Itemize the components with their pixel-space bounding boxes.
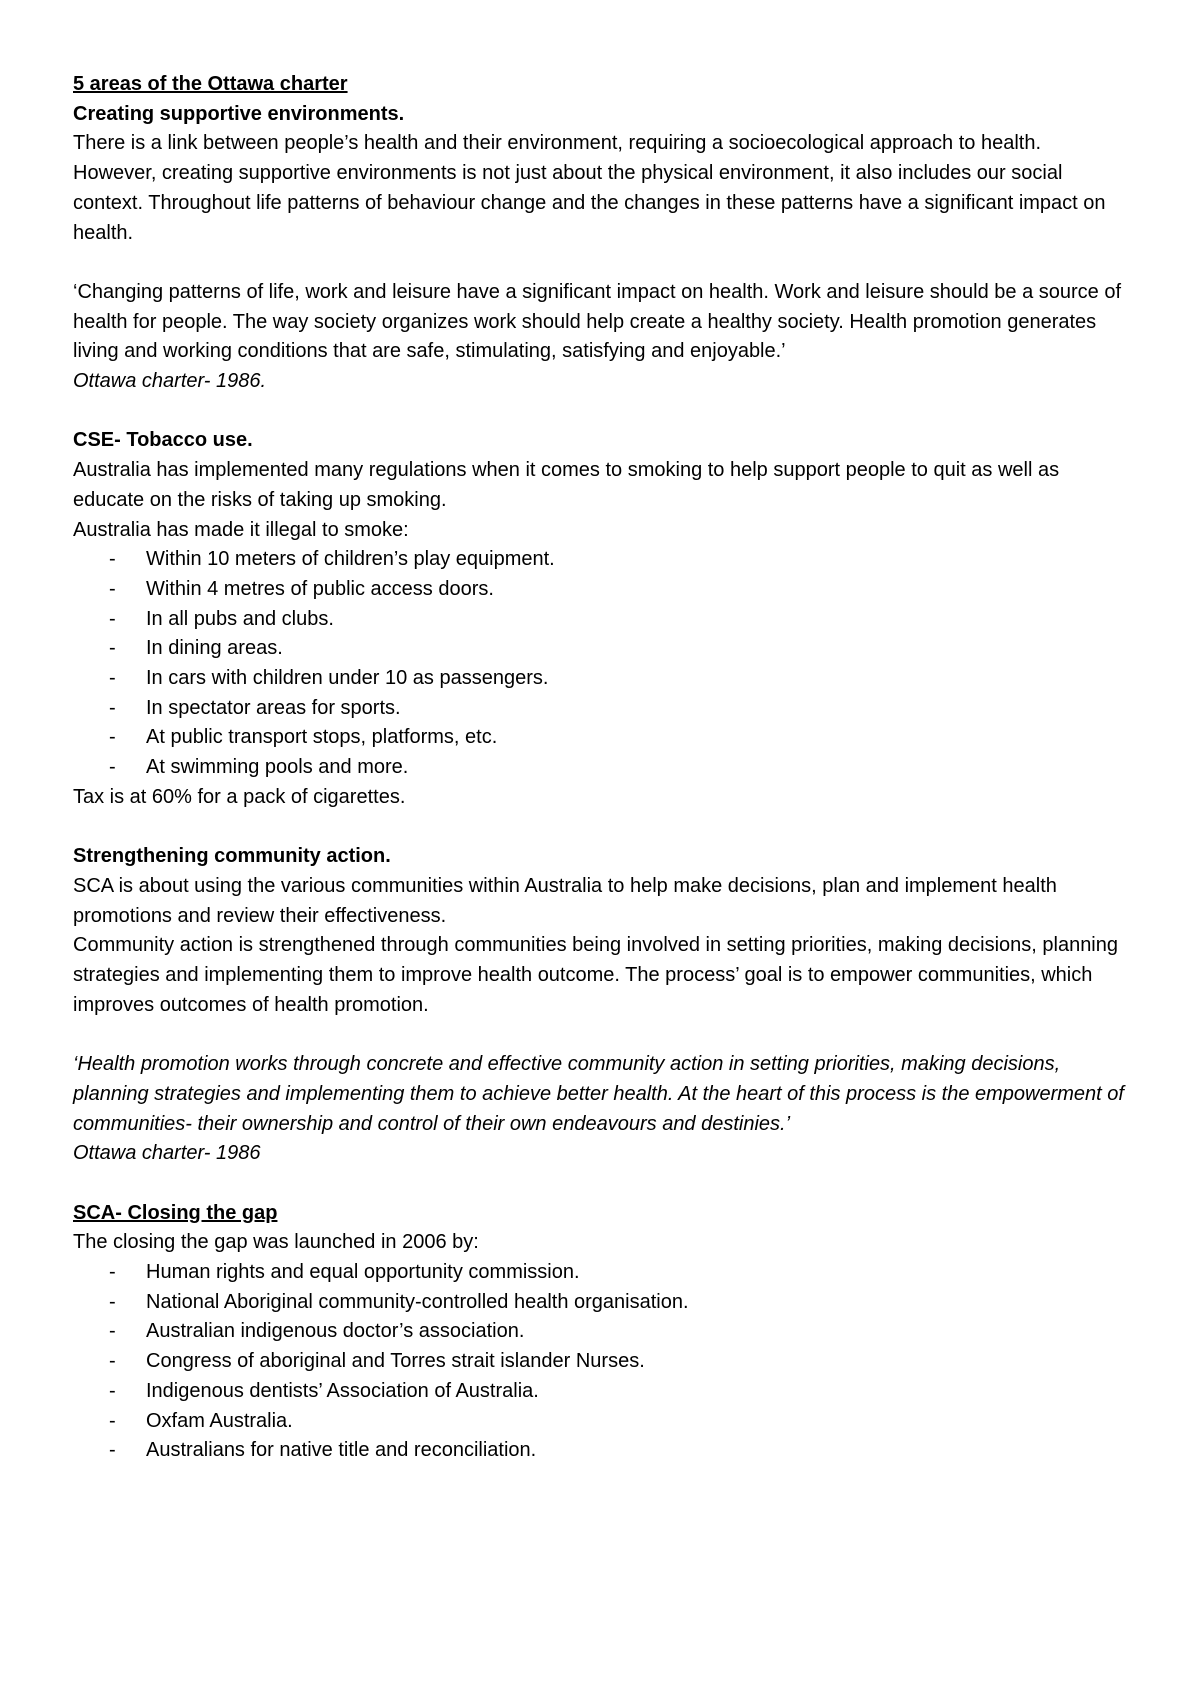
list-item — [73, 1347, 1133, 1377]
list-item-text: In all pubs and clubs. — [146, 607, 334, 630]
tobacco-paragraph-2: Australia has made it illegal to smoke: — [73, 518, 409, 541]
list-item-text: Congress of aboriginal and Torres strait islander Nurses. — [146, 1350, 645, 1373]
list-item — [73, 694, 1133, 724]
gap-intro: The closing the gap was launched in 2006 by: — [73, 1231, 479, 1254]
list-item-text: At public transport stops, platforms, etc. — [146, 726, 498, 749]
cse-paragraph-1: There is a link between people’s health and their environment, requiring a socioecological approach to health. — [73, 132, 1042, 155]
list-item-text: Oxfam Australia. — [146, 1409, 293, 1432]
list-item-text: At swimming pools and more. — [146, 756, 409, 779]
dash-bullet: - — [109, 667, 116, 690]
list-item — [73, 575, 1133, 605]
smoking-ban-list — [73, 545, 1133, 783]
spacer — [73, 1020, 1133, 1050]
dash-bullet: - — [109, 1439, 116, 1462]
sca-citation: Ottawa charter- 1986 — [73, 1142, 261, 1165]
dash-bullet: - — [109, 1320, 116, 1343]
list-item-text: Within 10 meters of children’s play equipment. — [146, 548, 555, 571]
dash-bullet: - — [109, 548, 116, 571]
list-item-text: Australians for native title and reconciliation. — [146, 1439, 537, 1462]
list-item-text: Human rights and equal opportunity commission. — [146, 1261, 580, 1284]
sca-heading: Strengthening community action. — [73, 845, 391, 868]
document-page — [73, 70, 1133, 1466]
cse-quote: ‘Changing patterns of life, work and leisure have a significant impact on health. Work and leisure should be a source of health for people. The way society organizes work should help create a healthy society. Health promotion generates living and working conditions that are safe, stimulating, satisfying and enjoyable.’ — [73, 280, 1122, 363]
list-item — [73, 1317, 1133, 1347]
dash-bullet: - — [109, 1290, 116, 1313]
list-item — [73, 545, 1133, 575]
cse-citation: Ottawa charter- 1986. — [73, 370, 267, 393]
list-item — [73, 1407, 1133, 1437]
list-item-text: National Aboriginal community-controlled health organisation. — [146, 1290, 689, 1313]
list-item — [73, 605, 1133, 635]
dash-bullet: - — [109, 1409, 116, 1432]
cse-paragraph-2: However, creating supportive environments is not just about the physical environment, it also includes our social context. Throughout life patterns of behaviour change and the changes in these patterns have a significant impact on health. — [73, 162, 1106, 244]
list-item-text: In dining areas. — [146, 637, 283, 660]
cse-heading: Creating supportive environments. — [73, 102, 405, 125]
sca-paragraph-2: Community action is strengthened through communities being involved in setting priorities, making decisions, planning strategies and implementing them to improve health outcome. The process’ goal is to empower communities, which improves outcomes of health promotion. — [73, 934, 1118, 1016]
dash-bullet: - — [109, 696, 116, 719]
dash-bullet: - — [109, 756, 116, 779]
list-item — [73, 753, 1133, 783]
document-title: 5 areas of the Ottawa charter — [73, 73, 348, 95]
dash-bullet: - — [109, 607, 116, 630]
tobacco-tax: Tax is at 60% for a pack of cigarettes. — [73, 785, 406, 808]
spacer — [73, 248, 1133, 278]
spacer — [73, 1169, 1133, 1199]
list-item-text: In cars with children under 10 as passengers. — [146, 667, 549, 690]
list-item-text: Indigenous dentists’ Association of Australia. — [146, 1379, 539, 1402]
dash-bullet: - — [109, 1261, 116, 1284]
list-item — [73, 723, 1133, 753]
list-item — [73, 1436, 1133, 1466]
sca-paragraph-1: SCA is about using the various communities within Australia to help make decisions, plan and implement health promotions and review their effectiveness. — [73, 874, 1057, 927]
list-item — [73, 664, 1133, 694]
list-item — [73, 634, 1133, 664]
sca-quote: ‘Health promotion works through concrete and effective community action in setting priorities, making decisions, planning strategies and implementing them to achieve better health. At the heart of this process is the empowerment of communities- their ownership and control of their own endeavours and destinies.’ — [73, 1053, 1124, 1135]
tobacco-paragraph-1: Australia has implemented many regulations when it comes to smoking to help support people to quit as well as educate on the risks of taking up smoking. — [73, 459, 1060, 511]
list-item — [73, 1258, 1133, 1288]
list-item-text: Within 4 metres of public access doors. — [146, 577, 494, 600]
gap-organisations-list — [73, 1258, 1133, 1466]
list-item — [73, 1288, 1133, 1318]
spacer — [73, 397, 1133, 427]
dash-bullet: - — [109, 1350, 116, 1373]
list-item — [73, 1377, 1133, 1407]
tobacco-heading: CSE- Tobacco use. — [73, 429, 253, 452]
dash-bullet: - — [109, 1379, 116, 1402]
gap-heading: SCA- Closing the gap — [73, 1201, 278, 1224]
dash-bullet: - — [109, 726, 116, 749]
spacer — [73, 813, 1133, 843]
dash-bullet: - — [109, 637, 116, 660]
list-item-text: In spectator areas for sports. — [146, 696, 401, 719]
dash-bullet: - — [109, 577, 116, 600]
list-item-text: Australian indigenous doctor’s association. — [146, 1320, 525, 1343]
